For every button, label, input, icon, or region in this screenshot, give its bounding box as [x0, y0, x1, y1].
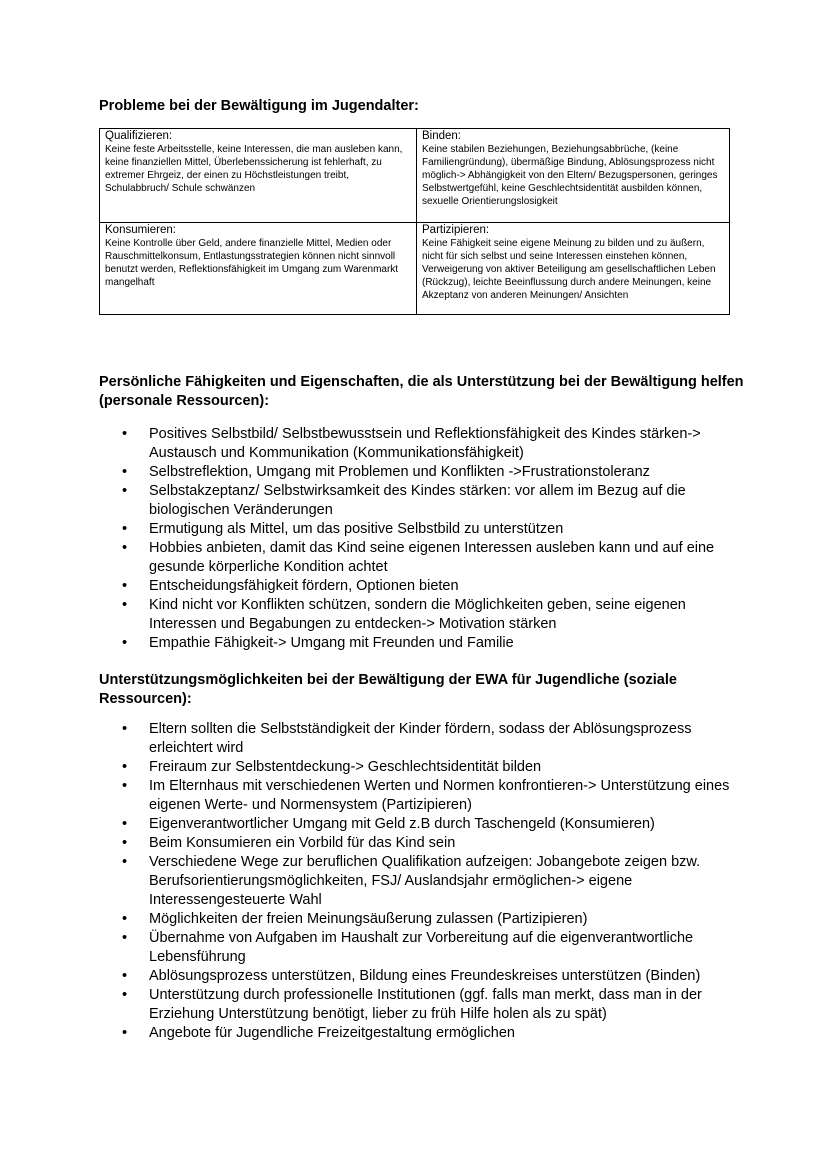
bullet: •: [122, 968, 128, 984]
table-cell-binden: [417, 129, 730, 223]
cell-text: Keine Kontrolle über Geld, andere finanzielle Mittel, Medien oder Rauschmittelkonsum, Entlastungsstrategien können nicht sinnvoll benutzt werden, Reflektionsfähigkeit im Umgang zum Warenmarkt mangelhaft: [105, 238, 399, 288]
personal-resources-list: [122, 425, 742, 653]
bullet: •: [122, 635, 128, 651]
list-item-text: Beim Konsumieren ein Vorbild für das Kind sein: [149, 835, 456, 851]
list-item: [122, 986, 742, 1024]
list-item-text: Selbstakzeptanz/ Selbstwirksamkeit des Kindes stärken: vor allem im Bezug auf die biologischen Veränderungen: [149, 483, 686, 518]
cell-title: Qualifizieren:: [105, 130, 173, 142]
bullet: •: [122, 759, 128, 775]
bullet: •: [122, 540, 128, 556]
list-item: [122, 853, 742, 910]
list-item: [122, 967, 742, 986]
list-item-text: Im Elternhaus mit verschiedenen Werten und Normen konfrontieren-> Unterstützung eines eigenen Werte- und Normensystem (Partizipieren): [149, 778, 730, 813]
table-cell-konsumieren: [100, 223, 417, 315]
bullet: •: [122, 721, 128, 737]
list-item-text: Unterstützung durch professionelle Institutionen (ggf. falls man merkt, dass man in der Erziehung Unterstützung benötigt, lieber zu früh Hilfe holen als zu spät): [149, 987, 702, 1022]
list-item: [122, 815, 742, 834]
list-item-text: Positives Selbstbild/ Selbstbewusstsein und Reflektionsfähigkeit des Kindes stärken-> Austausch und Kommunikation (Kommunikationsfähigkeit): [149, 426, 701, 461]
list-item: [122, 758, 742, 777]
list-item: [122, 1024, 742, 1043]
bullet: •: [122, 521, 128, 537]
cell-title: Konsumieren:: [105, 224, 176, 236]
bullet: •: [122, 426, 128, 442]
list-item-text: Empathie Fähigkeit-> Umgang mit Freunden und Familie: [149, 635, 514, 651]
table-cell-partizipieren: [417, 223, 730, 315]
table-cell-qualifizieren: [100, 129, 417, 223]
bullet: •: [122, 578, 128, 594]
list-item: [122, 720, 742, 758]
section-heading-social-resources: Unterstützungsmöglichkeiten bei der Bewältigung der EWA für Jugendliche (soziale Ressourcen):: [99, 672, 677, 707]
list-item-text: Eltern sollten die Selbstständigkeit der Kinder fördern, sodass der Ablösungsprozess erleichtert wird: [149, 721, 692, 756]
list-item-text: Möglichkeiten der freien Meinungsäußerung zulassen (Partizipieren): [149, 911, 588, 927]
list-item: [122, 910, 742, 929]
bullet: •: [122, 483, 128, 499]
bullet: •: [122, 464, 128, 480]
section-heading-personal-resources: Persönliche Fähigkeiten und Eigenschaften, die als Unterstützung bei der Bewältigung helfen (personale Ressourcen):: [99, 374, 744, 409]
list-item-text: Kind nicht vor Konflikten schützen, sondern die Möglichkeiten geben, seine eigenen Interessen und Begabungen zu entdecken-> Motivation stärken: [149, 597, 686, 632]
cell-text: Keine stabilen Beziehungen, Beziehungsabbrüche, (keine Familiengründung), übermäßige Bindung, Ablösungsprozess nicht möglich-> Abhängigkeit von den Eltern/ Bezugspersonen, geringes Selbstwertgefühl, keine Geschlechtsidentität ausbilden können, sexuelle Orientierungslosigkeit: [422, 144, 718, 207]
list-item: [122, 425, 742, 463]
list-item: [122, 539, 742, 577]
list-item: [122, 634, 742, 653]
list-item-text: Selbstreflektion, Umgang mit Problemen und Konflikten ->Frustrationstoleranz: [149, 464, 650, 480]
list-item: [122, 929, 742, 967]
list-item: [122, 482, 742, 520]
list-item: [122, 834, 742, 853]
bullet: •: [122, 835, 128, 851]
bullet: •: [122, 1025, 128, 1041]
list-item-text: Hobbies anbieten, damit das Kind seine eigenen Interessen ausleben kann und auf eine gesunde körperliche Kondition achtet: [149, 540, 715, 575]
list-item-text: Ermutigung als Mittel, um das positive Selbstbild zu unterstützen: [149, 521, 564, 537]
problems-table: [99, 128, 730, 315]
bullet: •: [122, 854, 128, 870]
list-item-text: Angebote für Jugendliche Freizeitgestaltung ermöglichen: [149, 1025, 515, 1041]
section-heading-problems: Probleme bei der Bewältigung im Jugendalter:: [99, 98, 419, 114]
list-item: [122, 463, 742, 482]
cell-text: Keine Fähigkeit seine eigene Meinung zu bilden und zu äußern, nicht für sich selbst und seine Interessen einstehen können, Verweigerung von aktiver Beteiligung am gesellschaftlichen Leben (Rückzug), leichte Beeinflussung durch andere Meinungen, keine Akzeptanz von anderen Meinungen/ Ansichten: [422, 238, 716, 301]
list-item: [122, 577, 742, 596]
cell-title: Partizipieren:: [422, 224, 490, 236]
bullet: •: [122, 911, 128, 927]
bullet: •: [122, 987, 128, 1003]
list-item: [122, 596, 742, 634]
cell-text: Keine feste Arbeitsstelle, keine Interessen, die man ausleben kann, keine finanziellen Mittel, Überlebenssicherung ist fehlerhaft, zu extremer Ehrgeiz, der einen zu Höchstleistungen treibt, Schulabbruch/ Schule schwänzen: [105, 144, 403, 194]
cell-title: Binden:: [422, 130, 462, 142]
list-item-text: Freiraum zur Selbstentdeckung-> Geschlechtsidentität bilden: [149, 759, 542, 775]
bullet: •: [122, 816, 128, 832]
list-item-text: Eigenverantwortlicher Umgang mit Geld z.B durch Taschengeld (Konsumieren): [149, 816, 655, 832]
list-item-text: Übernahme von Aufgaben im Haushalt zur Vorbereitung auf die eigenverantwortliche Lebensführung: [149, 930, 694, 965]
list-item-text: Entscheidungsfähigkeit fördern, Optionen bieten: [149, 578, 459, 594]
list-item-text: Verschiedene Wege zur beruflichen Qualifikation aufzeigen: Jobangebote zeigen bzw. Berufsorientierungsmöglichkeiten, FSJ/ Auslandsjahr ermöglichen-> eigene Interessengesteuerte Wahl: [149, 854, 701, 908]
bullet: •: [122, 778, 128, 794]
list-item: [122, 777, 742, 815]
list-item: [122, 520, 742, 539]
social-resources-list: [122, 720, 742, 1043]
list-item-text: Ablösungsprozess unterstützen, Bildung eines Freundeskreises unterstützen (Binden): [149, 968, 701, 984]
bullet: •: [122, 597, 128, 613]
bullet: •: [122, 930, 128, 946]
